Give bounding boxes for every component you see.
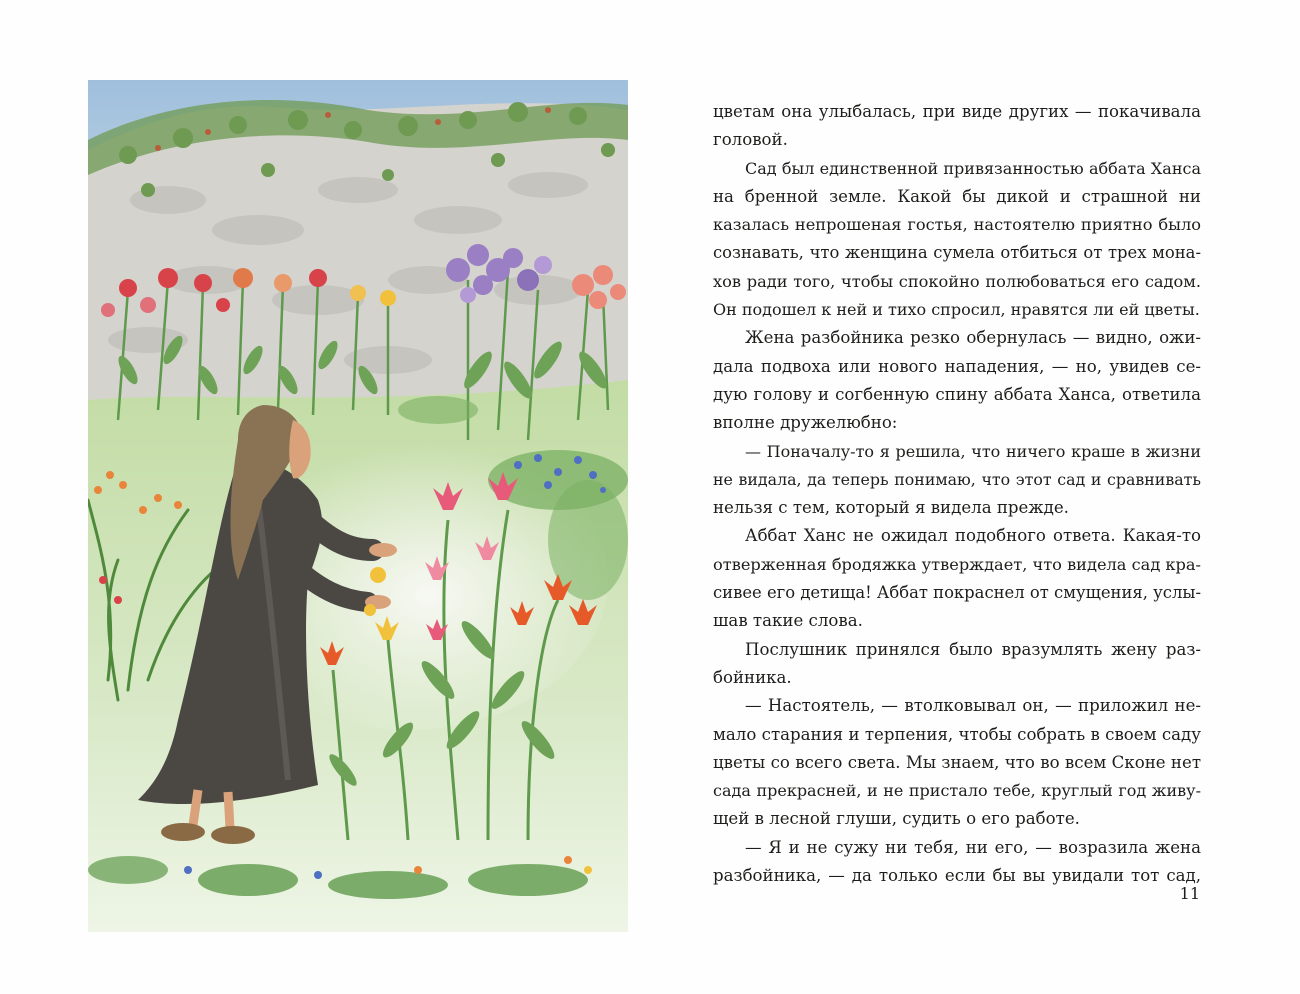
text-line: сада прекрасней, и не пристало тебе, круглый год живу- xyxy=(713,781,1201,801)
text-line: на бренной земле. Какой бы дикой и страшной ни xyxy=(713,186,1201,206)
text-line: сивее его детища! Аббат покраснел от смущения, услы- xyxy=(713,583,1201,603)
text-line: — Поначалу-то я решила, что ничего краше в жизни xyxy=(745,441,1201,461)
illustration-canvas xyxy=(88,80,628,932)
shoe-left xyxy=(161,823,205,841)
text-line: дую голову и согбенную спину аббата Ханса, ответила xyxy=(713,384,1201,404)
text-line: шав такие слова. xyxy=(713,611,863,631)
hand-upper xyxy=(369,543,397,557)
garden-illustration xyxy=(88,80,628,932)
text-line: дала подвоха или нового нападения, — но, увидев се- xyxy=(713,356,1201,376)
shoe-right xyxy=(211,826,255,844)
text-line: щей в лесной глуши, судить о его работе. xyxy=(713,809,1080,829)
text-line: отверженная бродяжка утверждает, что видела сад кра- xyxy=(713,554,1201,574)
page-number: 11 xyxy=(1179,884,1200,903)
text-line: цветам она улыбалась, при виде других — покачивала xyxy=(713,102,1201,121)
text-line: бойника. xyxy=(713,667,792,687)
text-line: не видала, да теперь понимаю, что этот сад и сравнивать xyxy=(713,469,1201,489)
text-line: головой. xyxy=(713,130,788,150)
text-line: Аббат Ханс не ожидал подобного ответа. Какая-то xyxy=(745,526,1201,546)
text-line: мало старания и терпения, чтобы собрать в своем саду xyxy=(713,724,1201,744)
text-line: — Настоятель, — втолковывал он, — приложил не- xyxy=(745,696,1201,716)
text-line: цветы со всего света. Мы знаем, что во всем Сконе нет xyxy=(713,752,1201,772)
text-line: хов ради того, чтобы спокойно полюбоваться его садом. xyxy=(713,271,1201,291)
text-line: сознавать, что женщина сумела отбиться от трех мона- xyxy=(713,243,1201,263)
text-line: Послушник принялся было вразумлять жену раз- xyxy=(745,639,1201,659)
text-line: разбойника, — да только если бы вы увидали тот сад, xyxy=(713,866,1201,886)
text-line: — Я и не сужу ни тебя, ни его, — возразила жена xyxy=(745,837,1201,857)
body-text xyxy=(713,98,1201,890)
text-line: Жена разбойника резко обернулась — видно, ожи- xyxy=(745,328,1201,348)
text-line: казалась непрошеная гостья, настоятелю приятно было xyxy=(713,215,1201,235)
text-line: Сад был единственной привязанностью аббата Ханса xyxy=(745,158,1201,178)
text-line: нельзя с тем, который я видела прежде. xyxy=(713,498,1069,518)
text-line: вполне дружелюбно: xyxy=(713,413,898,433)
text-line: Он подошел к ней и тихо спросил, нравятся ли ей цветы. xyxy=(713,300,1200,320)
